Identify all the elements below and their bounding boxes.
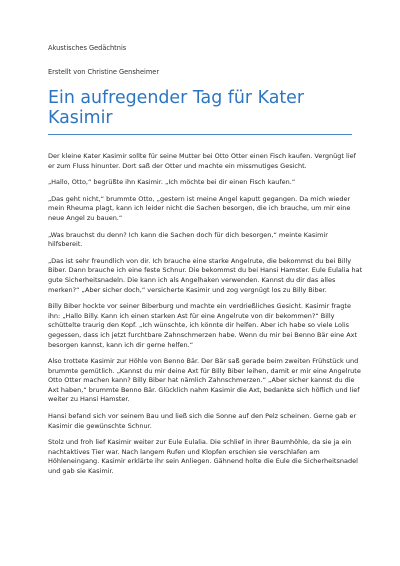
paragraph: Billy Biber hockte vor seiner Biberburg und machte ein verdrießliches Gesicht. Kasimir fragte ihn: „Hallo Billy. Kann ich einen starken Ast für eine Angelrute von dir bekommen?“ Billy schüttelte traurig den Kopf. „Ich wünschte, ich könnte dir helfen. Aber ich habe so viele Lolis gegessen, dass ich jetzt furchtbare Zahnschmerzen habe. Wenn du mir bei Benno Bär eine Axt besorgen kannst, kann ich dir gerne helfen.“ — [48, 302, 358, 349]
paragraph: „Das geht nicht,“ brummte Otto, „gestern ist meine Angel kaputt gegangen. Da mich wieder mein Rheuma plagt, kann ich leider nicht die Sachen besorgen, die ich brauche, um mir eine neue Angel zu bauen.“ — [48, 194, 351, 222]
paragraph: Der kleine Kater Kasimir sollte für seine Mutter bei Otto Otter einen Fisch kaufen. Vergnügt lief er zum Fluss hinunter. Dort saß der Otter und machte ein missmutiges Gesicht. — [48, 152, 356, 170]
document-title: Ein aufregender Tag für Kater Kasimir — [48, 88, 352, 135]
subject-line: Akustisches Gedächtnis — [48, 44, 127, 52]
author-line: Erstellt von Christine Gensheimer — [48, 68, 160, 76]
paragraph: Also trottete Kasimir zur Höhle von Benno Bär. Der Bär saß gerade beim zweiten Frühstück und brummte gemütlich. „Kannst du mir deine Axt für Billy Biber leihen, damit er mir eine Angelrute Otto Otter machen kann? Billy Biber hat nämlich Zahnschmerzen.“ „Aber sicher kannst du die Axt haben,“ brummte Benno Bär. Glücklich nahm Kasimir die Axt, bedankte sich höflich und lief weiter zu Hansi Hamster. — [48, 357, 361, 404]
paragraph: „Hallo, Otto,“ begrüßte ihn Kasimir. „Ich möchte bei dir einen Fisch kaufen.“ — [48, 178, 296, 187]
paragraph: „Das ist sehr freundlich von dir. Ich brauche eine starke Angelrute, die bekommst du bei Billy Biber. Dann brauche ich eine feste Schnur. Die bekommst du bei Hansi Hamster. Eule Eulalia hat gute Sicherheitsnadeln. Die kann ich als Angelhaken verwenden. Kannst du dir das alles merken?“ „Aber sicher doch,“ versicherte Kasimir und zog vergnügt los zu Billy Biber. — [48, 256, 363, 294]
story-body — [48, 152, 364, 477]
paragraph: Hansi befand sich vor seinem Bau und ließ sich die Sonne auf den Pelz scheinen. Gerne gab er Kasimir die gewünschte Schnur. — [48, 412, 357, 430]
paragraph: Stolz und froh lief Kasimir weiter zur Eule Eulalia. Die schlief in ihrer Baumhöhle, da sie ja ein nachtaktives Tier war. Nach langem Rufen und Klopfen erschien sie verschlafen am Höhleneingang. Kasimir erklärte ihr sein Anliegen. Gähnend holte die Eule die Sicherheitsnadel und gab sie Kasimir. — [48, 438, 358, 476]
paragraph: „Was brauchst du denn? Ich kann die Sachen doch für dich besorgen,“ meinte Kasimir hilfsbereit. — [48, 230, 328, 249]
